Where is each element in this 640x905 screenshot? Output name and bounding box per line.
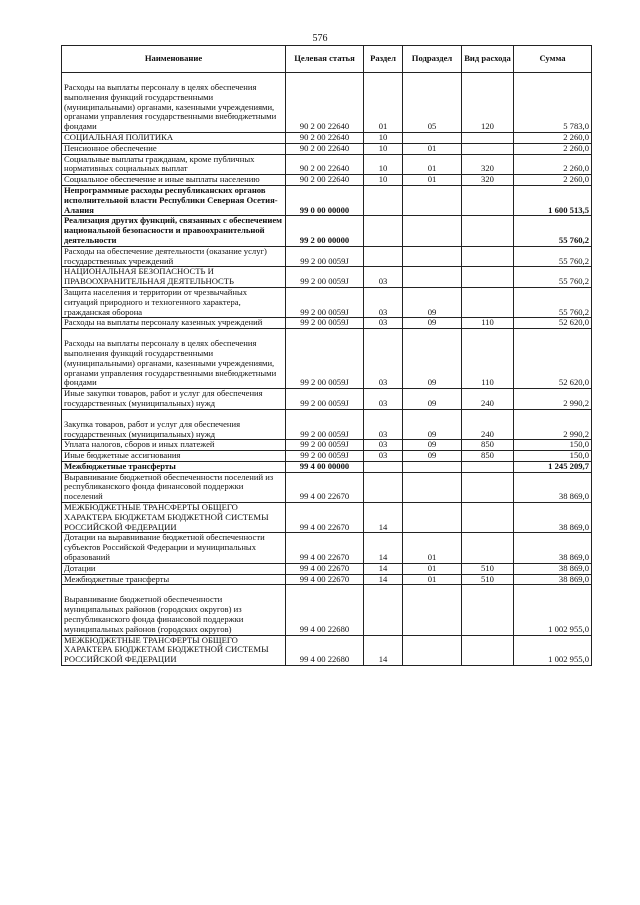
cell-code: 99 0 00 00000: [286, 185, 364, 215]
header-name: Наименование: [62, 46, 286, 73]
cell-code: 99 4 00 22670: [286, 574, 364, 585]
table-row: [62, 132, 592, 143]
header-type: Вид расхода: [462, 46, 514, 73]
cell-type: 320: [462, 154, 514, 175]
cell-code: 99 2 00 0059J: [286, 440, 364, 451]
cell-name: Выравнивание бюджетной обеспеченности муниципальных районов (городских округов) из республиканского фонда финансовой поддержки муниципальных районов (городских округов): [62, 585, 286, 635]
table-row: [62, 533, 592, 563]
cell-subsection: [403, 503, 462, 533]
budget-table: [61, 45, 592, 666]
cell-subsection: 09: [403, 287, 462, 317]
table-row: [62, 154, 592, 175]
table-row: [62, 503, 592, 533]
cell-section: 01: [364, 73, 403, 133]
table-row: [62, 440, 592, 451]
cell-section: [364, 216, 403, 246]
table-row: [62, 389, 592, 410]
cell-subsection: [403, 246, 462, 267]
cell-subsection: 01: [403, 143, 462, 154]
cell-subsection: 09: [403, 318, 462, 329]
cell-type: [462, 635, 514, 665]
cell-subsection: 01: [403, 175, 462, 186]
cell-sum: 1 600 513,5: [514, 185, 592, 215]
cell-name: Социальные выплаты гражданам, кроме публичных нормативных социальных выплат: [62, 154, 286, 175]
cell-type: [462, 461, 514, 472]
table-row: [62, 563, 592, 574]
cell-type: [462, 185, 514, 215]
cell-subsection: 01: [403, 533, 462, 563]
cell-subsection: [403, 216, 462, 246]
table-row: [62, 246, 592, 267]
cell-section: 10: [364, 143, 403, 154]
cell-section: 03: [364, 287, 403, 317]
cell-name: Закупка товаров, работ и услуг для обеспечения государственных (муниципальных) нужд: [62, 409, 286, 440]
cell-sum: 2 260,0: [514, 154, 592, 175]
table-row: [62, 287, 592, 317]
cell-code: 90 2 00 22640: [286, 143, 364, 154]
table-row: [62, 318, 592, 329]
cell-code: 99 2 00 0059J: [286, 329, 364, 389]
cell-type: 510: [462, 563, 514, 574]
cell-section: 14: [364, 563, 403, 574]
cell-type: [462, 533, 514, 563]
cell-name: Уплата налогов, сборов и иных платежей: [62, 440, 286, 451]
cell-name: Социальное обеспечение и иные выплаты населению: [62, 175, 286, 186]
cell-name: Расходы на выплаты персоналу казенных учреждений: [62, 318, 286, 329]
cell-sum: 150,0: [514, 451, 592, 462]
cell-section: [364, 585, 403, 635]
cell-sum: 52 620,0: [514, 329, 592, 389]
cell-subsection: 09: [403, 451, 462, 462]
cell-section: 03: [364, 389, 403, 410]
cell-code: 99 2 00 0059J: [286, 287, 364, 317]
table-row: [62, 143, 592, 154]
cell-section: 10: [364, 154, 403, 175]
cell-type: 320: [462, 175, 514, 186]
cell-name: Межбюджетные трансферты: [62, 461, 286, 472]
cell-code: 99 4 00 22670: [286, 533, 364, 563]
cell-sum: 38 869,0: [514, 472, 592, 502]
cell-type: [462, 585, 514, 635]
cell-code: 99 4 00 22670: [286, 472, 364, 502]
cell-sum: 55 760,2: [514, 287, 592, 317]
table-row: [62, 409, 592, 440]
cell-section: 14: [364, 533, 403, 563]
cell-type: [462, 216, 514, 246]
table-row: [62, 451, 592, 462]
cell-subsection: 01: [403, 154, 462, 175]
cell-code: 99 4 00 22680: [286, 585, 364, 635]
cell-name: Выравнивание бюджетной обеспеченности поселений из республиканского фонда финансовой поддержки поселений: [62, 472, 286, 502]
cell-subsection: 09: [403, 440, 462, 451]
cell-subsection: 09: [403, 389, 462, 410]
cell-name: Дотации на выравнивание бюджетной обеспеченности субъектов Российской Федерации и муниципальных образований: [62, 533, 286, 563]
cell-name: Непрограммные расходы республиканских органов исполнительной власти Республики Северная Осетия-Алания: [62, 185, 286, 215]
cell-name: Защита населения и территории от чрезвычайных ситуаций природного и техногенного характера, гражданская оборона: [62, 287, 286, 317]
cell-section: 14: [364, 503, 403, 533]
cell-section: 03: [364, 440, 403, 451]
table-row: [62, 175, 592, 186]
header-subsection: Подраздел: [403, 46, 462, 73]
cell-name: Дотации: [62, 563, 286, 574]
header-row: [62, 46, 592, 73]
cell-sum: 1 245 209,7: [514, 461, 592, 472]
cell-subsection: [403, 461, 462, 472]
table-row: [62, 574, 592, 585]
cell-subsection: 09: [403, 409, 462, 440]
cell-type: [462, 503, 514, 533]
cell-section: 10: [364, 132, 403, 143]
cell-code: 99 2 00 0059J: [286, 409, 364, 440]
cell-code: 99 4 00 22670: [286, 563, 364, 574]
cell-name: Расходы на выплаты персоналу в целях обеспечения выполнения функций государственными (муниципальными) органами, казенными учреждениями, органами управления государственными внебюджетными фондами: [62, 73, 286, 133]
cell-sum: 2 260,0: [514, 175, 592, 186]
cell-code: 99 2 00 00000: [286, 216, 364, 246]
cell-name: Иные закупки товаров, работ и услуг для обеспечения государственных (муниципальных) нужд: [62, 389, 286, 410]
cell-name: МЕЖБЮДЖЕТНЫЕ ТРАНСФЕРТЫ ОБЩЕГО ХАРАКТЕРА БЮДЖЕТАМ БЮДЖЕТНОЙ СИСТЕМЫ РОССИЙСКОЙ ФЕДЕРАЦИИ: [62, 635, 286, 665]
table-row: [62, 185, 592, 215]
cell-name: Расходы на выплаты персоналу в целях обеспечения выполнения функций государственными (муниципальными) органами, казенными учреждениями, органами управления государственными внебюджетными фондами: [62, 329, 286, 389]
cell-code: 99 2 00 0059J: [286, 318, 364, 329]
cell-subsection: [403, 185, 462, 215]
cell-sum: 38 869,0: [514, 574, 592, 585]
cell-type: 110: [462, 318, 514, 329]
cell-type: 120: [462, 73, 514, 133]
cell-name: НАЦИОНАЛЬНАЯ БЕЗОПАСНОСТЬ И ПРАВООХРАНИТЕЛЬНАЯ ДЕЯТЕЛЬНОСТЬ: [62, 267, 286, 288]
cell-name: Иные бюджетные ассигнования: [62, 451, 286, 462]
cell-section: 03: [364, 318, 403, 329]
cell-code: 90 2 00 22640: [286, 73, 364, 133]
header-code: Целевая статья: [286, 46, 364, 73]
cell-code: 90 2 00 22640: [286, 154, 364, 175]
cell-type: 850: [462, 440, 514, 451]
cell-name: Межбюджетные трансферты: [62, 574, 286, 585]
cell-code: 99 4 00 22680: [286, 635, 364, 665]
cell-code: 90 2 00 22640: [286, 132, 364, 143]
table-row: [62, 461, 592, 472]
cell-type: 240: [462, 409, 514, 440]
cell-code: 99 2 00 0059J: [286, 246, 364, 267]
cell-name: МЕЖБЮДЖЕТНЫЕ ТРАНСФЕРТЫ ОБЩЕГО ХАРАКТЕРА БЮДЖЕТАМ БЮДЖЕТНОЙ СИСТЕМЫ РОССИЙСКОЙ ФЕДЕРАЦИИ: [62, 503, 286, 533]
cell-sum: 5 783,0: [514, 73, 592, 133]
cell-sum: 2 990,2: [514, 389, 592, 410]
cell-section: [364, 185, 403, 215]
cell-sum: 38 869,0: [514, 533, 592, 563]
cell-sum: 1 002 955,0: [514, 585, 592, 635]
cell-code: 99 4 00 00000: [286, 461, 364, 472]
table-row: [62, 329, 592, 389]
cell-subsection: 09: [403, 329, 462, 389]
table-row: [62, 585, 592, 635]
cell-sum: 2 260,0: [514, 132, 592, 143]
cell-name: СОЦИАЛЬНАЯ ПОЛИТИКА: [62, 132, 286, 143]
cell-section: 03: [364, 267, 403, 288]
cell-section: [364, 246, 403, 267]
cell-subsection: 01: [403, 574, 462, 585]
table-row: [62, 472, 592, 502]
cell-subsection: [403, 585, 462, 635]
cell-name: Реализация других функций, связанных с обеспечением национальной безопасности и правоохранительной деятельности: [62, 216, 286, 246]
cell-code: 99 2 00 0059J: [286, 389, 364, 410]
cell-sum: 1 002 955,0: [514, 635, 592, 665]
cell-sum: 55 760,2: [514, 267, 592, 288]
cell-name: Расходы на обеспечение деятельности (оказание услуг) государственных учреждений: [62, 246, 286, 267]
table-row: [62, 216, 592, 246]
cell-code: 99 4 00 22670: [286, 503, 364, 533]
table-header: [62, 46, 592, 73]
cell-section: [364, 461, 403, 472]
cell-subsection: 01: [403, 563, 462, 574]
cell-type: [462, 143, 514, 154]
cell-name: Пенсионное обеспечение: [62, 143, 286, 154]
cell-subsection: [403, 635, 462, 665]
cell-code: 99 2 00 0059J: [286, 267, 364, 288]
table-row: [62, 73, 592, 133]
table-row: [62, 635, 592, 665]
cell-subsection: [403, 267, 462, 288]
header-sum: Сумма: [514, 46, 592, 73]
cell-subsection: 05: [403, 73, 462, 133]
table-row: [62, 267, 592, 288]
cell-type: [462, 267, 514, 288]
cell-type: 510: [462, 574, 514, 585]
table-body: [62, 73, 592, 666]
cell-type: [462, 287, 514, 317]
cell-section: 03: [364, 409, 403, 440]
cell-sum: 2 990,2: [514, 409, 592, 440]
cell-sum: 55 760,2: [514, 246, 592, 267]
cell-type: [462, 132, 514, 143]
cell-section: 03: [364, 451, 403, 462]
cell-subsection: [403, 132, 462, 143]
cell-sum: 38 869,0: [514, 503, 592, 533]
cell-section: 03: [364, 329, 403, 389]
cell-sum: 150,0: [514, 440, 592, 451]
cell-sum: 55 760,2: [514, 216, 592, 246]
cell-subsection: [403, 472, 462, 502]
cell-section: 10: [364, 175, 403, 186]
cell-section: 14: [364, 635, 403, 665]
cell-code: 99 2 00 0059J: [286, 451, 364, 462]
cell-type: [462, 246, 514, 267]
page-number: 576: [312, 33, 328, 44]
cell-sum: 38 869,0: [514, 563, 592, 574]
cell-sum: 2 260,0: [514, 143, 592, 154]
header-section: Раздел: [364, 46, 403, 73]
cell-type: 850: [462, 451, 514, 462]
cell-sum: 52 620,0: [514, 318, 592, 329]
cell-type: [462, 472, 514, 502]
cell-code: 90 2 00 22640: [286, 175, 364, 186]
cell-type: 110: [462, 329, 514, 389]
cell-section: [364, 472, 403, 502]
cell-section: 14: [364, 574, 403, 585]
cell-type: 240: [462, 389, 514, 410]
